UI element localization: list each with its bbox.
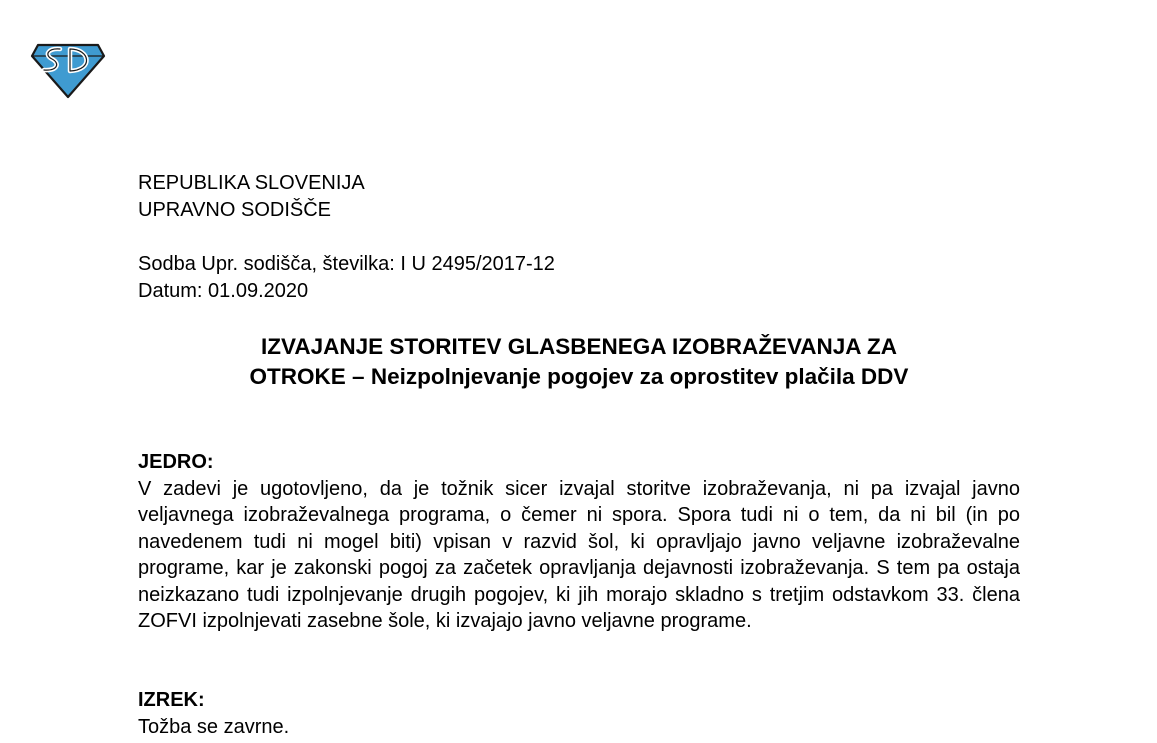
- sd-diamond-logo-icon: [30, 40, 106, 100]
- title-line-1: IZVAJANJE STORITEV GLASBENEGA IZOBRAŽEVANJA ZA: [261, 334, 897, 359]
- judgment-meta: [138, 251, 555, 305]
- izrek-section: [138, 687, 1020, 740]
- document-title: [138, 332, 1020, 392]
- jedro-section: [138, 449, 1020, 635]
- jedro-heading: JEDRO:: [138, 451, 214, 473]
- title-line-2: OTROKE – Neizpolnjevanje pogojev za oprostitev plačila DDV: [249, 364, 909, 389]
- izrek-text: Tožba se zavrne.: [138, 715, 290, 738]
- judgment-number: Sodba Upr. sodišča, številka: I U 2495/2017-12: [138, 253, 555, 275]
- judgment-date: Datum: 01.09.2020: [138, 280, 309, 302]
- court-header: [138, 170, 365, 224]
- court-name: UPRAVNO SODIŠČE: [138, 199, 331, 221]
- izrek-heading: IZREK:: [138, 689, 205, 711]
- country-name: REPUBLIKA SLOVENIJA: [138, 172, 365, 194]
- jedro-text: V zadevi je ugotovljeno, da je tožnik sicer izvajal storitve izobraževanja, ni pa izvajal javno veljavnega izobraževalnega programa, o čemer ni spora. Spora tudi ni o tem, da ni bil (in po navedenem tudi ni mogel biti) vpisan v razvid šol, ki opravljajo javno veljavne izobraževalne programe, kar je zakonski pogoj za začetek opravljanja dejavnosti izobraževanja. S tem pa ostaja neizkazano tudi izpolnjevanje drugih pogojev, ki jih morajo skladno s tretjim odstavkom 33. člena ZOFVI izpolnjevati zasebne šole, ki izvajajo javno veljavne programe.: [138, 477, 1020, 632]
